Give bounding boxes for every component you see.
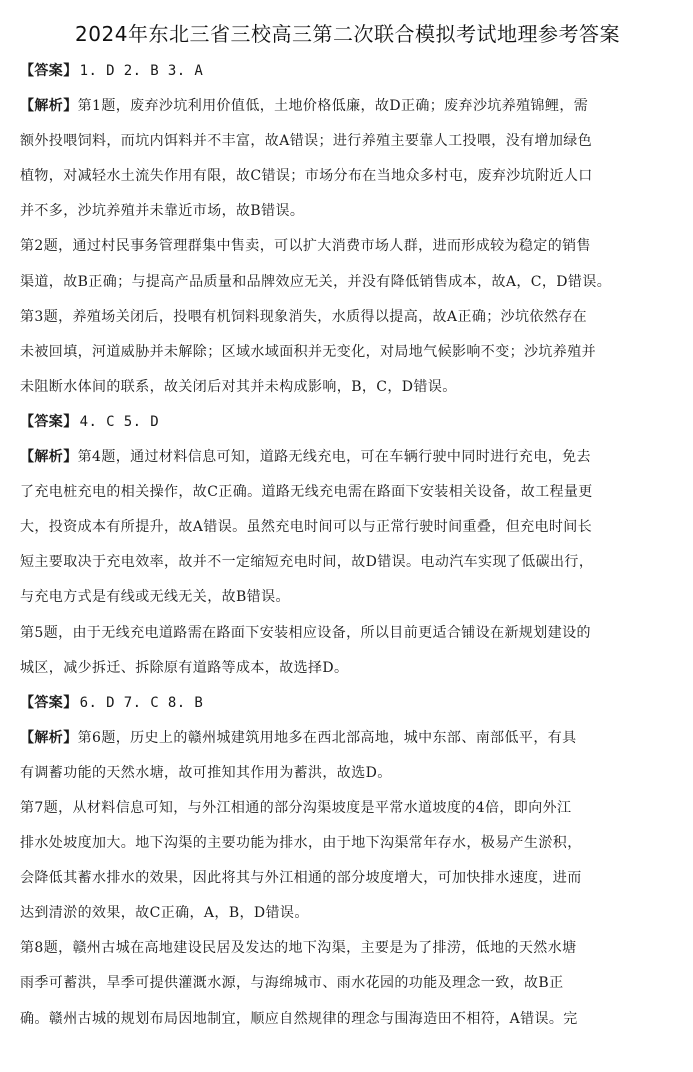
analysis-tag: 【解析】 [20, 729, 78, 746]
analysis-text: 会降低其蓄水排水的效果，因此将其与外江相通的部分坡度增大，可加快排水速度，进而 [20, 870, 582, 887]
analysis-line [20, 370, 675, 405]
analysis-text: 排水处坡度加大。地下沟渠的主要功能为排水，由于地下沟渠常年存水，极易产生淤积， [20, 835, 582, 852]
analysis-text: 确。赣州古城的规划布局因地制宜，顺应自然规律的理念与围海造田不相符，A错误。完 [20, 1010, 578, 1027]
document-body [20, 54, 675, 1037]
analysis-text: 第4题，通过材料信息可知，道路无线充电，可在车辆行驶中同时进行充电，免去 [77, 449, 591, 466]
analysis-line [20, 440, 675, 475]
analysis-line [20, 616, 675, 651]
analysis-text: 与充电方式是有线或无线无关，故B错误。 [20, 589, 290, 606]
analysis-line [20, 651, 675, 686]
analysis-text: 短主要取决于充电效率，故并不一定缩短充电时间，故D错误。电动汽车实现了低碳出行， [20, 554, 594, 571]
analysis-line [20, 861, 675, 896]
analysis-tag: 【解析】 [20, 98, 78, 115]
analysis-line [20, 510, 675, 545]
answer-tag: 【答案】 [20, 413, 78, 430]
analysis-text: 未阻断水体间的联系，故关闭后对其并未构成影响，B，C，D错误。 [20, 378, 457, 395]
answer-values: 4. C 5. D [79, 413, 160, 430]
analysis-line [20, 124, 675, 159]
analysis-text: 城区，减少拆迁、拆除原有道路等成本，故选择D。 [20, 659, 349, 676]
analysis-text: 第2题，通过村民事务管理群集中售卖，可以扩大消费市场人群，进而形成较为稳定的销售 [20, 238, 591, 255]
analysis-line [20, 475, 675, 510]
answer-line [20, 405, 675, 440]
analysis-text: 达到清淤的效果，故C正确，A，B，D错误。 [20, 905, 309, 922]
analysis-text: 渠道，故B正确；与提高产品质量和品牌效应无关，并没有降低销售成本，故A，C，D错误。 [20, 273, 612, 290]
analysis-line [20, 159, 675, 194]
analysis-text: 有调蓄功能的天然水塘，故可推知其作用为蓄洪，故选D。 [20, 764, 392, 781]
analysis-text: 了充电桩充电的相关操作，故C正确。道路无线充电需在路面下安装相关设备，故工程量更 [20, 484, 593, 501]
document-title: 2024年东北三省三校高三第二次联合模拟考试地理参考答案 [75, 22, 620, 46]
analysis-line [20, 896, 675, 931]
analysis-line [20, 721, 675, 756]
analysis-text: 未被回填，河道威胁并未解除；区域水域面积并无变化，对局地气候影响不变；沙坑养殖并 [20, 343, 596, 360]
analysis-line [20, 89, 675, 124]
analysis-text: 并不多，沙坑养殖并未靠近市场，故B错误。 [20, 203, 305, 220]
answer-tag: 【答案】 [20, 694, 78, 711]
analysis-text: 第6题，历史上的赣州城建筑用地多在西北部高地，城中东部、南部低平，有具 [77, 729, 577, 746]
answer-values: 6. D 7. C 8. B [79, 694, 204, 711]
answer-values: 1. D 2. B 3. A [79, 63, 204, 79]
analysis-line [20, 1002, 675, 1037]
analysis-line [20, 966, 675, 1001]
answer-line [20, 686, 675, 721]
analysis-line [20, 580, 675, 615]
analysis-line [20, 300, 675, 335]
analysis-text: 植物，对减轻水土流失作用有限，故C错误；市场分布在当地众多村屯，废弃沙坑附近人口 [20, 168, 593, 185]
analysis-line [20, 826, 675, 861]
analysis-line [20, 931, 675, 966]
answer-tag: 【答案】 [20, 63, 78, 79]
analysis-text: 第3题，养殖场关闭后，投喂有机饲料现象消失，水质得以提高，故A正确；沙坑依然存在 [20, 308, 588, 325]
analysis-text: 第8题，赣州古城在高地建设民居及发达的地下沟渠，主要是为了排涝，低地的天然水塘 [20, 940, 577, 957]
analysis-text: 第7题，从材料信息可知，与外江相通的部分沟渠坡度是平常水道坡度的4倍，即向外江 [20, 799, 572, 816]
analysis-line [20, 265, 675, 300]
analysis-line [20, 545, 675, 580]
analysis-line [20, 194, 675, 229]
analysis-text: 额外投喂饲料，而坑内饵料并不丰富，故A错误；进行养殖主要靠人工投喂，没有增加绿色 [20, 133, 593, 150]
analysis-text: 第5题，由于无线充电道路需在路面下安装相应设备，所以目前更适合铺设在新规划建设的 [20, 624, 591, 641]
analysis-tag: 【解析】 [20, 449, 78, 466]
analysis-line [20, 335, 675, 370]
analysis-text: 大，投资成本有所提升，故A错误。虽然充电时间可以与正常行驶时间重叠，但充电时间长 [20, 519, 593, 536]
analysis-text: 第1题，废弃沙坑利用价值低，土地价格低廉，故D正确；废弃沙坑养殖锦鲤，需 [77, 98, 589, 115]
analysis-line [20, 791, 675, 826]
analysis-line [20, 756, 675, 791]
answer-line [20, 54, 675, 89]
analysis-line [20, 229, 675, 264]
analysis-text: 雨季可蓄洪，旱季可提供灌溉水源，与海绵城市、雨水花园的功能及理念一致，故B正 [20, 975, 564, 992]
